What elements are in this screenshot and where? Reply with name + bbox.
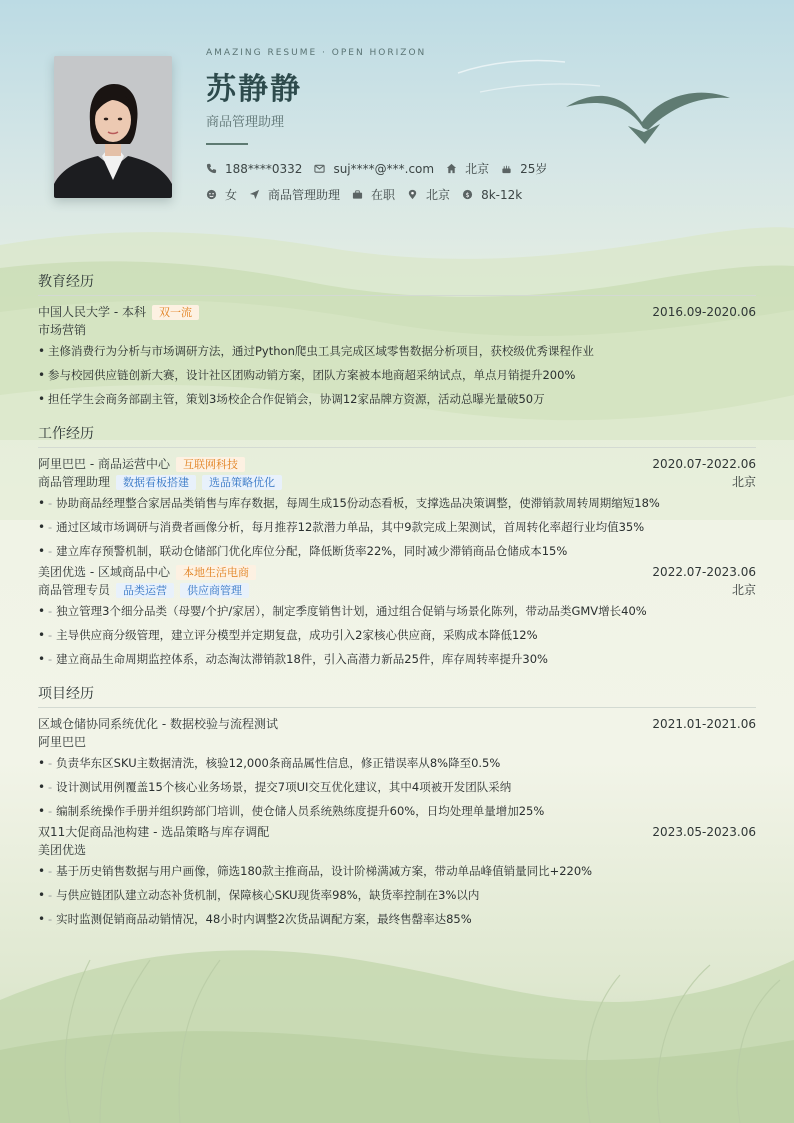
location-pin-icon <box>407 189 418 200</box>
svg-text:$: $ <box>465 190 470 199</box>
work-heading: 工作经历 <box>38 424 756 448</box>
position-title: 商品管理专员 <box>38 583 111 597</box>
detail-status <box>352 186 395 203</box>
work-bullet: • - 建立库存预警机制，联动仓储部门优化库位分配，降低断货率22%，同时减少滞销商品仓储成本15% <box>38 539 756 563</box>
skill-tag: 品类运营 <box>116 583 174 598</box>
project-bullet: • - 设计测试用例覆盖15个核心业务场景，提交7项UI交互优化建议，其中4项被开发团队采纳 <box>38 775 756 799</box>
education-school-row <box>38 303 756 321</box>
company-name: 美团优选 - 区域商品中心 <box>38 565 170 579</box>
phone-icon <box>206 163 217 174</box>
detail-salary <box>462 188 522 202</box>
position-title: 商品管理助理 <box>38 475 111 489</box>
age-text: 25岁 <box>520 162 548 176</box>
project-date: 2023.05-2023.06 <box>652 825 756 839</box>
contact-age <box>501 160 547 177</box>
status-text: 在职 <box>371 188 396 202</box>
email-text: suj****@***.com <box>333 161 435 176</box>
contact-home <box>446 160 489 177</box>
contact-email <box>314 162 434 176</box>
cloud-streak <box>458 60 565 73</box>
work-company-row <box>38 455 756 473</box>
education-bullet: • 担任学生会商务部副主管，策划3场校企合作促销会，协调12家品牌方资源，活动总曝光量破50万 <box>38 387 756 411</box>
work-date: 2020.07-2022.06 <box>652 457 756 471</box>
work-bullet: • - 通过区域市场调研与消费者画像分析，每月推荐12款潜力单品，其中9款完成上架测试，首周转化率超行业均值35% <box>38 515 756 539</box>
briefcase-icon <box>352 189 363 200</box>
work-city: 北京 <box>731 475 756 489</box>
work-city: 北京 <box>731 583 756 597</box>
projects-heading: 项目经历 <box>38 684 756 708</box>
project-entry <box>38 715 756 823</box>
contact-phone <box>206 162 302 176</box>
resume-tagline: AMAZING RESUME · OPEN HORIZON <box>206 48 427 58</box>
skill-tag: 数据看板搭建 <box>116 475 196 490</box>
work-bullet: • - 独立管理3个细分品类（母婴/个护/家居），制定季度销售计划，通过组合促销与场景化陈列，带动品类GMV增长40% <box>38 599 756 623</box>
location-text: 北京 <box>426 188 451 202</box>
detail-target-role <box>249 186 340 203</box>
work-bullet: • - 主导供应商分级管理，建立评分模型并定期复盘，成功引入2家核心供应商，采购成本降低12% <box>38 623 756 647</box>
target-role-text: 商品管理助理 <box>268 188 341 202</box>
home-icon <box>446 163 457 174</box>
project-bullet: • - 与供应链团队建立动态补货机制，保障核心SKU现货率98%，缺货率控制在3%以内 <box>38 883 756 907</box>
project-name-row <box>38 823 756 841</box>
work-position-row <box>38 581 756 599</box>
detail-location <box>407 186 450 203</box>
education-heading: 教育经历 <box>38 272 756 296</box>
bird-silhouette-icon <box>566 93 730 144</box>
work-bullet: • - 协助商品经理整合家居品类销售与库存数据，每周生成15份动态看板，支撑选品决策调整，使滞销款周转周期缩短18% <box>38 491 756 515</box>
project-bullet: • - 负责华东区SKU主数据清洗，核验12,000条商品属性信息，修正错误率从8%降至0.5% <box>38 751 756 775</box>
contact-row <box>206 160 559 177</box>
work-company-row <box>38 563 756 581</box>
work-position-row <box>38 473 756 491</box>
gender-text: 女 <box>225 188 238 202</box>
project-name: 区域仓储协同系统优化 - 数据校验与流程测试 <box>38 717 278 731</box>
salary-icon <box>462 189 473 200</box>
project-bullet: • - 实时监测促销商品动销情况，48小时内调整2次货品调配方案，最终售罄率达85% <box>38 907 756 931</box>
send-icon <box>249 189 260 200</box>
education-section <box>38 272 756 411</box>
candidate-role: 商品管理助理 <box>206 115 285 130</box>
name-divider <box>206 143 248 145</box>
skill-tag: 供应商管理 <box>180 583 249 598</box>
school-name: 中国人民大学 - 本科 <box>38 305 146 319</box>
candidate-name: 苏静静 <box>206 72 302 107</box>
detail-row <box>206 186 534 203</box>
phone-text: 188****0332 <box>225 161 303 176</box>
work-section <box>38 424 756 671</box>
project-entry <box>38 823 756 931</box>
industry-badge: 本地生活电商 <box>176 565 256 580</box>
project-name-row <box>38 715 756 733</box>
company-name: 阿里巴巴 - 商品运营中心 <box>38 457 170 471</box>
project-bullet: • - 编制系统操作手册并组织跨部门培训，使仓储人员系统熟练度提升60%，日均处理单量增加25% <box>38 799 756 823</box>
project-date: 2021.01-2021.06 <box>652 717 756 731</box>
education-date: 2016.09-2020.06 <box>652 305 756 319</box>
education-bullet: • 主修消费行为分析与市场调研方法，通过Python爬虫工具完成区域零售数据分析项目，获校级优秀课程作业 <box>38 339 756 363</box>
cake-icon <box>501 163 512 174</box>
salary-text: 8k-12k <box>481 187 523 202</box>
school-badge: 双一流 <box>152 305 199 320</box>
work-bullet: • - 建立商品生命周期监控体系，动态淘汰滞销款18件，引入高潜力新品25件，库存周转率提升30% <box>38 647 756 671</box>
projects-section <box>38 684 756 931</box>
education-major: 市场营销 <box>38 323 87 337</box>
project-name: 双11大促商品池构建 - 选品策略与库存调配 <box>38 825 270 839</box>
project-org: 美团优选 <box>38 843 87 857</box>
home-text: 北京 <box>465 162 490 176</box>
work-entry <box>38 455 756 563</box>
skill-tag: 选品策略优化 <box>202 475 282 490</box>
gender-icon <box>206 189 217 200</box>
profile-photo <box>54 56 172 198</box>
industry-badge: 互联网科技 <box>176 457 245 472</box>
work-date: 2022.07-2023.06 <box>652 565 756 579</box>
project-org: 阿里巴巴 <box>38 735 87 749</box>
education-bullet: • 参与校园供应链创新大赛，设计社区团购动销方案，团队方案被本地商超采纳试点，单点月销提升200% <box>38 363 756 387</box>
detail-gender <box>206 186 237 203</box>
project-bullet: • - 基于历史销售数据与用户画像，筛选180款主推商品，设计阶梯满减方案，带动单品峰值销量同比+220% <box>38 859 756 883</box>
work-entry <box>38 563 756 671</box>
mail-icon <box>314 163 325 174</box>
